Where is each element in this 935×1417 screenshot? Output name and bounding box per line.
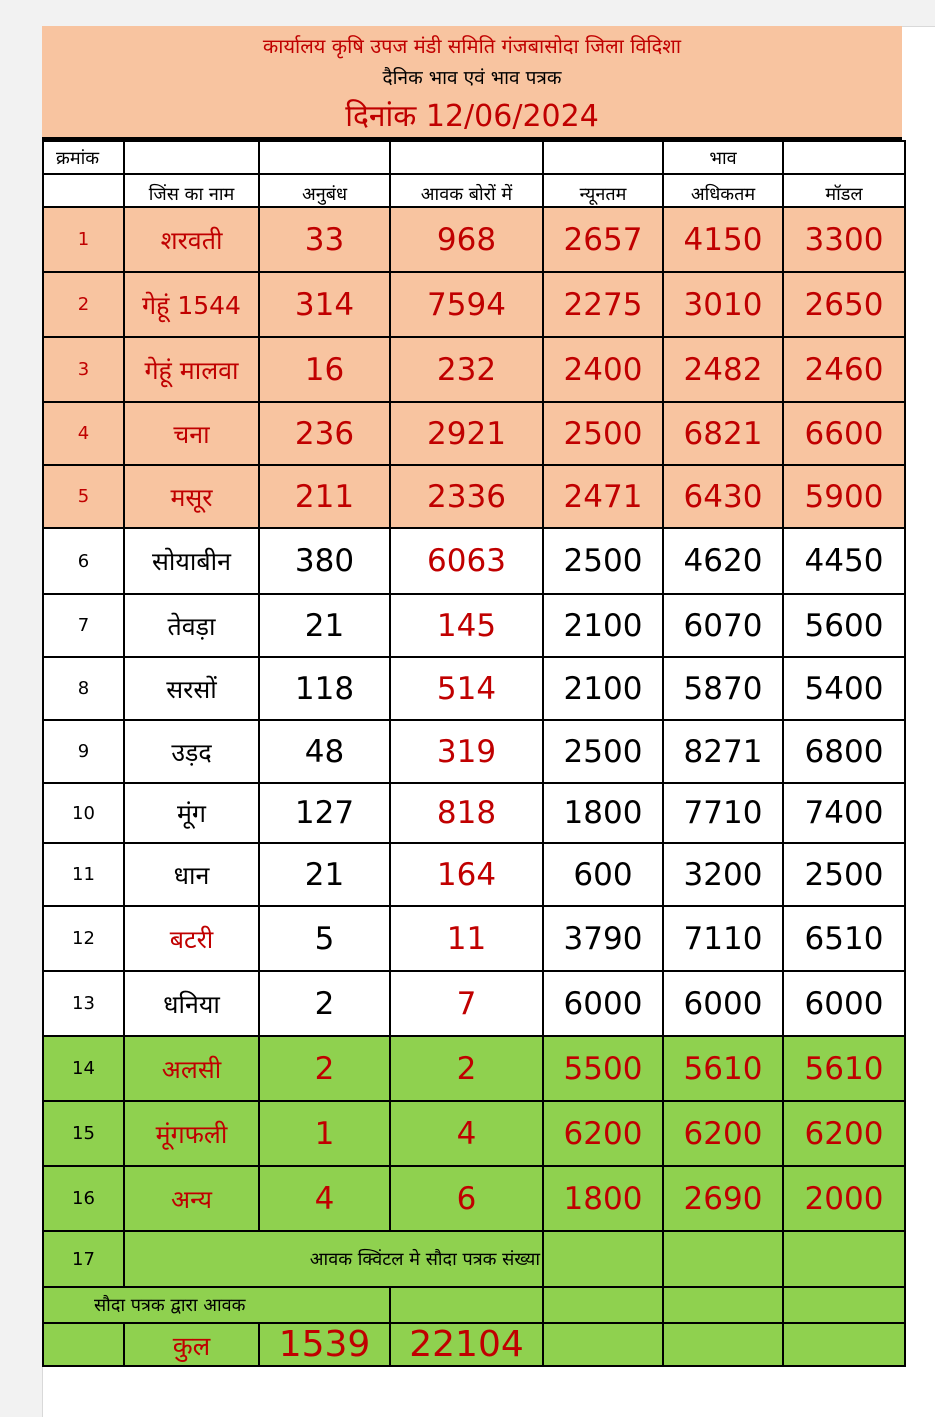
row-commodity-name: गेहूं 1544 (124, 272, 259, 337)
row-commodity-name: मूंग (124, 783, 259, 843)
row-commodity-name: चना (124, 402, 259, 465)
row-serial: 10 (43, 783, 124, 843)
row-serial: 5 (43, 465, 124, 528)
table-row (43, 906, 905, 971)
report-subtitle: दैनिक भाव एवं भाव पत्रक (382, 67, 562, 89)
row-commodity-name: गेहूं मालवा (124, 337, 259, 402)
row-contract: 21 (259, 594, 390, 657)
row-min-price: 2471 (543, 465, 663, 528)
total-label: कुल (124, 1323, 259, 1366)
row-contract: 314 (259, 272, 390, 337)
row-modal-price: 7400 (783, 783, 905, 843)
total-arrival: 22104 (390, 1323, 543, 1366)
row-max-price: 6070 (663, 594, 783, 657)
row-serial: 16 (43, 1166, 124, 1231)
row-contract: 48 (259, 720, 390, 783)
price-table (42, 140, 906, 1367)
row-min-price: 6000 (543, 971, 663, 1036)
row-commodity-name: मसूर (124, 465, 259, 528)
row-serial: 6 (43, 528, 124, 594)
row-arrival: 968 (390, 207, 543, 272)
row-commodity-name: सोयाबीन (124, 528, 259, 594)
row-commodity-name: उड़द (124, 720, 259, 783)
row-arrival: 11 (390, 906, 543, 971)
row-contract: 4 (259, 1166, 390, 1231)
row-max-price: 4620 (663, 528, 783, 594)
row-serial: 12 (43, 906, 124, 971)
row-min-price: 2100 (543, 594, 663, 657)
row-arrival: 319 (390, 720, 543, 783)
row-arrival: 7 (390, 971, 543, 1036)
row-contract: 118 (259, 657, 390, 720)
report-header (42, 26, 902, 140)
table-row (43, 720, 905, 783)
row-modal-price: 5610 (783, 1036, 905, 1101)
row-serial: 3 (43, 337, 124, 402)
row-contract: 127 (259, 783, 390, 843)
row-contract: 16 (259, 337, 390, 402)
row-contract: 2 (259, 971, 390, 1036)
row-modal-price: 2500 (783, 843, 905, 906)
row-modal-price: 5600 (783, 594, 905, 657)
price-group-header: भाव (663, 141, 783, 174)
row-min-price: 5500 (543, 1036, 663, 1101)
row-max-price: 6430 (663, 465, 783, 528)
row-max-price: 7710 (663, 783, 783, 843)
row-min-price: 1800 (543, 783, 663, 843)
arrival-header: आवक बोरों में (390, 174, 543, 207)
row-serial: 13 (43, 971, 124, 1036)
row-contract: 211 (259, 465, 390, 528)
row-min-price: 2500 (543, 528, 663, 594)
row-contract: 1 (259, 1101, 390, 1166)
row-arrival: 2336 (390, 465, 543, 528)
row-modal-price: 5900 (783, 465, 905, 528)
table-row (43, 272, 905, 337)
row-commodity-name: धनिया (124, 971, 259, 1036)
row-modal-price: 6800 (783, 720, 905, 783)
row-min-price: 2100 (543, 657, 663, 720)
modal-header: मॉडल (783, 174, 905, 207)
row-modal-price: 2000 (783, 1166, 905, 1231)
row-modal-price: 2460 (783, 337, 905, 402)
table-row (43, 465, 905, 528)
row-max-price: 2690 (663, 1166, 783, 1231)
row-serial: 15 (43, 1101, 124, 1166)
row-commodity-name: अन्य (124, 1166, 259, 1231)
spreadsheet-margin (0, 0, 43, 1417)
table-row (43, 657, 905, 720)
row-min-price: 2275 (543, 272, 663, 337)
row-arrival: 232 (390, 337, 543, 402)
row-min-price: 600 (543, 843, 663, 906)
row-min-price: 3790 (543, 906, 663, 971)
row-arrival: 2921 (390, 402, 543, 465)
table-row (43, 337, 905, 402)
row-serial: 1 (43, 207, 124, 272)
row-modal-price: 6600 (783, 402, 905, 465)
contract-header: अनुबंध (259, 174, 390, 207)
row-serial: 14 (43, 1036, 124, 1101)
row-commodity-name: बटरी (124, 906, 259, 971)
spreadsheet-top-margin (42, 0, 935, 27)
row-max-price: 6821 (663, 402, 783, 465)
row-modal-price: 6200 (783, 1101, 905, 1166)
table-row (43, 843, 905, 906)
row-max-price: 6000 (663, 971, 783, 1036)
row-serial: 9 (43, 720, 124, 783)
row-max-price: 7110 (663, 906, 783, 971)
row-modal-price: 2650 (783, 272, 905, 337)
row17-serial: 17 (43, 1231, 124, 1287)
row-commodity-name: मूंगफली (124, 1101, 259, 1166)
row-contract: 236 (259, 402, 390, 465)
table-row (43, 971, 905, 1036)
row-max-price: 4150 (663, 207, 783, 272)
table-row (43, 1166, 905, 1231)
table-row (43, 1101, 905, 1166)
row-arrival: 6 (390, 1166, 543, 1231)
name-header: जिंस का नाम (124, 174, 259, 207)
row-commodity-name: सरसों (124, 657, 259, 720)
row18-label: सौदा पत्रक द्वारा आवक (43, 1287, 390, 1323)
row-modal-price: 6000 (783, 971, 905, 1036)
table-row (43, 1036, 905, 1101)
row-arrival: 818 (390, 783, 543, 843)
row-serial: 11 (43, 843, 124, 906)
row-arrival: 164 (390, 843, 543, 906)
row-min-price: 2500 (543, 720, 663, 783)
row-commodity-name: धान (124, 843, 259, 906)
min-header: न्यूनतम (543, 174, 663, 207)
row-contract: 5 (259, 906, 390, 971)
row-modal-price: 5400 (783, 657, 905, 720)
row-min-price: 6200 (543, 1101, 663, 1166)
row-serial: 7 (43, 594, 124, 657)
row-min-price: 1800 (543, 1166, 663, 1231)
row-contract: 33 (259, 207, 390, 272)
row-arrival: 4 (390, 1101, 543, 1166)
table-row (43, 594, 905, 657)
row-max-price: 3010 (663, 272, 783, 337)
row-modal-price: 3300 (783, 207, 905, 272)
row-commodity-name: शरवती (124, 207, 259, 272)
row-serial: 2 (43, 272, 124, 337)
row-commodity-name: अलसी (124, 1036, 259, 1101)
max-header: अधिकतम (663, 174, 783, 207)
row-modal-price: 4450 (783, 528, 905, 594)
row-arrival: 2 (390, 1036, 543, 1101)
row-contract: 21 (259, 843, 390, 906)
row-serial: 4 (43, 402, 124, 465)
row17-label: आवक क्विंटल मे सौदा पत्रक संख्या (124, 1231, 543, 1287)
row-serial: 8 (43, 657, 124, 720)
row-max-price: 5870 (663, 657, 783, 720)
report-date: दिनांक 12/06/2024 (345, 99, 599, 134)
row-max-price: 3200 (663, 843, 783, 906)
row-max-price: 5610 (663, 1036, 783, 1101)
row-arrival: 514 (390, 657, 543, 720)
row-arrival: 145 (390, 594, 543, 657)
row-modal-price: 6510 (783, 906, 905, 971)
office-title: कार्यालय कृषि उपज मंडी समिति गंजबासोदा जिला विदिशा (262, 34, 682, 58)
row-min-price: 2657 (543, 207, 663, 272)
row-commodity-name: तेवड़ा (124, 594, 259, 657)
table-row (43, 783, 905, 843)
row-max-price: 8271 (663, 720, 783, 783)
row-max-price: 2482 (663, 337, 783, 402)
table-row (43, 402, 905, 465)
total-contract: 1539 (259, 1323, 390, 1366)
table-row (43, 207, 905, 272)
row-contract: 380 (259, 528, 390, 594)
serial-header: क्रमांक (43, 141, 124, 174)
row-max-price: 6200 (663, 1101, 783, 1166)
row-arrival: 6063 (390, 528, 543, 594)
row-min-price: 2500 (543, 402, 663, 465)
row-min-price: 2400 (543, 337, 663, 402)
table-row (43, 528, 905, 594)
row-arrival: 7594 (390, 272, 543, 337)
row-contract: 2 (259, 1036, 390, 1101)
